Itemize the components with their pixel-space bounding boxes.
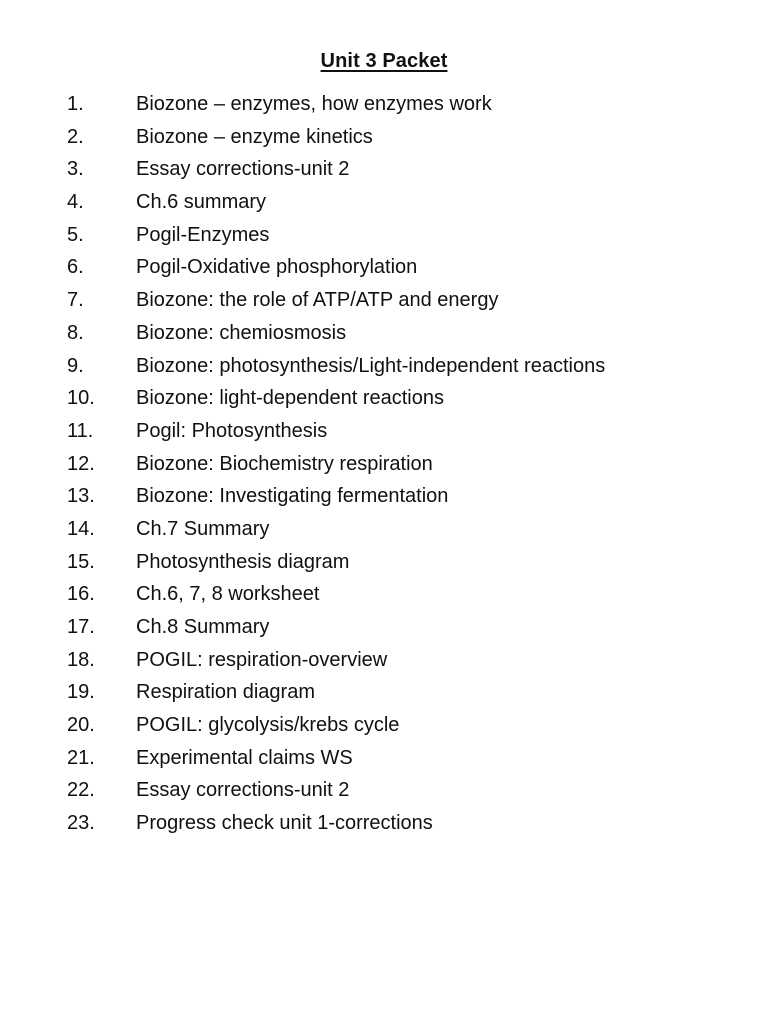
list-item-number: 13.	[67, 485, 95, 508]
list-item	[0, 288, 768, 321]
list-item	[0, 419, 768, 452]
list-item	[0, 386, 768, 419]
list-item-text: POGIL: respiration-overview	[136, 648, 388, 671]
list-item-text: Pogil: Photosynthesis	[136, 419, 328, 442]
list-item	[0, 190, 768, 223]
list-item	[0, 582, 768, 615]
list-item-number: 17.	[67, 616, 95, 638]
list-item-number: 5.	[67, 223, 84, 246]
list-item	[0, 321, 768, 354]
list-item-text: Progress check unit 1-corrections	[136, 812, 433, 835]
list-item-text: Photosynthesis diagram	[136, 550, 350, 573]
list-item-number: 14.	[67, 517, 95, 540]
list-item-number: 12.	[67, 452, 95, 475]
list-item-number: 3.	[67, 158, 84, 181]
list-item	[0, 484, 768, 517]
list-item-number: 6.	[67, 256, 84, 279]
list-item	[0, 255, 768, 288]
list-item-text: Ch.6 summary	[136, 191, 267, 214]
list-item	[0, 615, 768, 648]
list-item-number: 10.	[67, 387, 95, 410]
list-item	[0, 713, 768, 746]
list-item-number: 20.	[67, 714, 95, 737]
list-item-text: Pogil-Enzymes	[136, 223, 270, 246]
list-item	[0, 125, 768, 158]
list-item-text: Biozone: photosynthesis/Light-independent reactions	[136, 354, 606, 377]
list-item-text: Biozone – enzymes, how enzymes work	[136, 93, 492, 115]
page-title: Unit 3 Packet	[320, 50, 448, 72]
list-item	[0, 92, 768, 125]
packet-item-list	[0, 92, 768, 844]
list-item-text: Essay corrections-unit 2	[136, 158, 350, 181]
list-item-text: Biozone: chemiosmosis	[136, 321, 347, 344]
list-item-text: Biozone – enzyme kinetics	[136, 125, 373, 148]
list-item	[0, 157, 768, 190]
list-item	[0, 550, 768, 583]
list-item-number: 1.	[67, 93, 84, 115]
list-item-number: 8.	[67, 321, 84, 344]
list-item-text: Essay corrections-unit 2	[136, 779, 350, 802]
list-item-text: Ch.6, 7, 8 worksheet	[136, 583, 320, 606]
list-item	[0, 778, 768, 811]
list-item	[0, 811, 768, 844]
list-item-text: POGIL: glycolysis/krebs cycle	[136, 714, 400, 737]
list-item-number: 2.	[67, 125, 84, 148]
list-item	[0, 452, 768, 485]
list-item-number: 18.	[67, 648, 95, 671]
list-item-text: Biozone: Biochemistry respiration	[136, 452, 433, 475]
list-item	[0, 746, 768, 779]
list-item	[0, 517, 768, 550]
list-item	[0, 680, 768, 713]
list-item-text: Ch.8 Summary	[136, 616, 270, 638]
list-item-number: 21.	[67, 746, 95, 769]
list-item-number: 15.	[67, 550, 95, 573]
list-item	[0, 648, 768, 681]
list-item-number: 4.	[67, 191, 84, 214]
list-item-number: 9.	[67, 354, 84, 377]
list-item-number: 19.	[67, 681, 95, 704]
list-item-text: Experimental claims WS	[136, 746, 353, 769]
list-item-number: 11.	[67, 419, 94, 442]
list-item-number: 23.	[67, 812, 95, 835]
list-item-text: Pogil-Oxidative phosphorylation	[136, 256, 418, 279]
list-item-number: 22.	[67, 779, 95, 802]
list-item-text: Biozone: the role of ATP/ATP and energy	[136, 289, 499, 312]
list-item-number: 16.	[67, 583, 95, 606]
list-item-text: Ch.7 Summary	[136, 517, 270, 540]
list-item	[0, 223, 768, 256]
list-item	[0, 354, 768, 387]
list-item-number: 7.	[67, 289, 84, 312]
list-item-text: Biozone: Investigating fermentation	[136, 485, 449, 508]
list-item-text: Respiration diagram	[136, 681, 315, 704]
list-item-text: Biozone: light-dependent reactions	[136, 387, 444, 410]
